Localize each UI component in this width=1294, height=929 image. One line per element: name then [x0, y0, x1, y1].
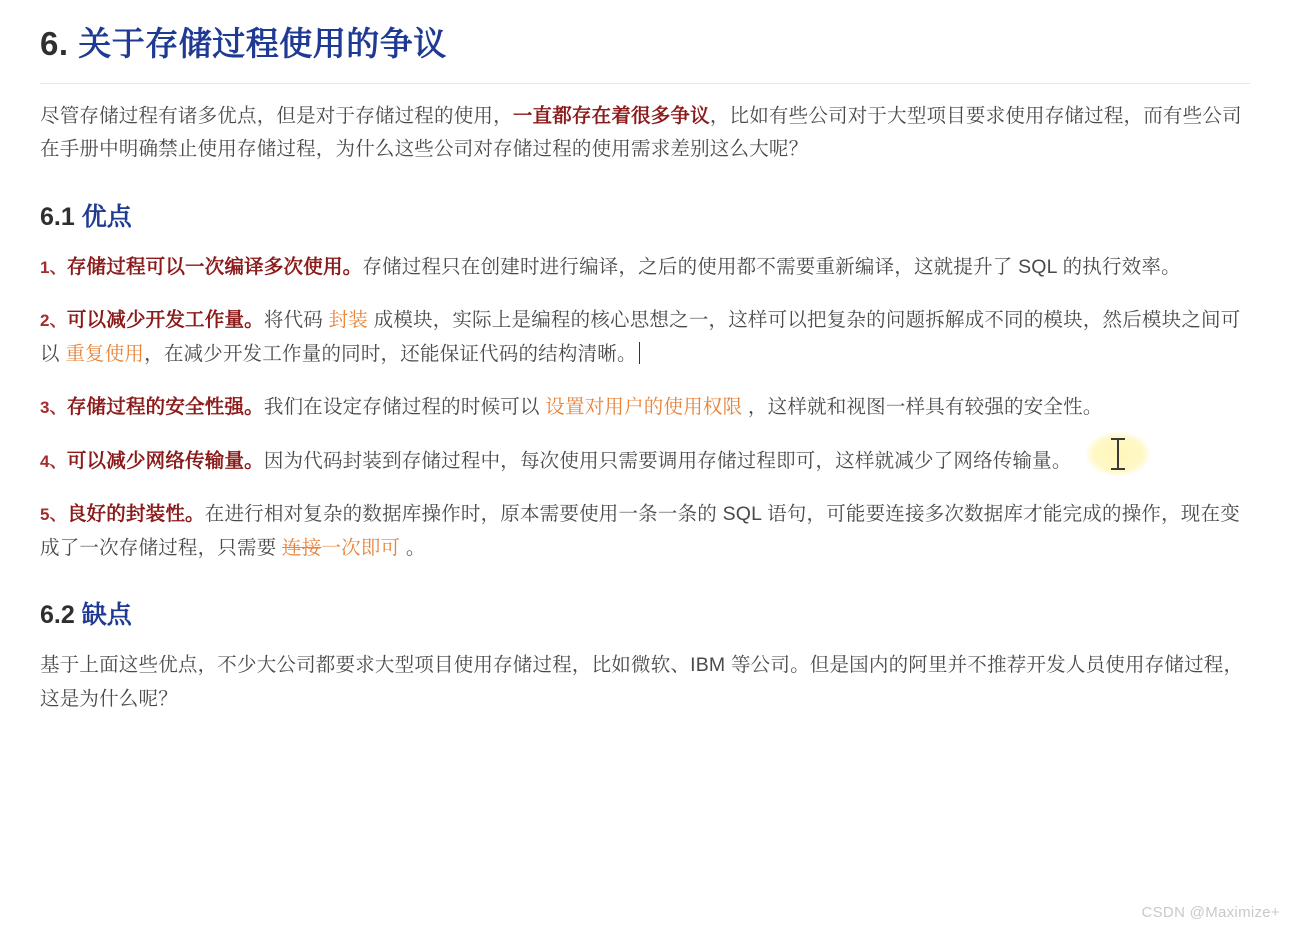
section-advantages-number: 6.1 — [40, 202, 75, 231]
watermark: CSDN @Maximize+ — [1141, 904, 1280, 921]
list-item — [40, 251, 1250, 285]
list-item — [40, 498, 1250, 565]
item-body-a: 我们在设定存储过程的时候可以 — [263, 396, 546, 419]
list-item — [40, 304, 1250, 371]
item-lead: 可以减少开发工作量。 — [66, 309, 264, 332]
item-index: 4、 — [40, 451, 67, 471]
item-body-b: ，这样就和视图一样具有较强的安全性。 — [742, 396, 1103, 419]
item-highlight-b: 重复使用 — [65, 342, 145, 365]
page-title-number: 6. — [40, 25, 69, 62]
page-title-text: 关于存储过程使用的争议 — [78, 25, 447, 62]
item-lead: 良好的封装性。 — [66, 503, 205, 526]
item-index: 2、 — [40, 311, 67, 331]
section-disadvantages-title: 缺点 — [81, 601, 132, 630]
section-disadvantages-number: 6.2 — [40, 601, 75, 630]
item-body: 因为代码封装到存储过程中，每次使用只需要调用存储过程即可，这样就减少了网络传输量。 — [263, 449, 1072, 472]
item-index: 5、 — [40, 505, 67, 525]
intro-part2: ，比如有些公司对于大型项目要求使用存储过程，而有些公司在手册中明确禁止使用存储过程，为什么这些公司对存储过程的使用需求差别这么大呢？ — [40, 104, 1242, 161]
page-title — [40, 22, 1250, 84]
disadvantages-paragraph: 基于上面这些优点，不少大公司都要求大型项目使用存储过程，比如微软、IBM 等公司。但是国内的阿里并不推荐开发人员使用存储过程，这是为什么呢？ — [40, 654, 1244, 710]
section-advantages-title: 优点 — [81, 202, 132, 231]
section-heading-advantages — [40, 197, 1250, 233]
item-highlight-a: 连接 — [282, 536, 322, 559]
item-highlight-a: 设置对用户的使用权限 — [545, 396, 743, 419]
item-body-c: ，在减少开发工作量的同时，还能保证代码的结构清晰。 — [144, 342, 637, 365]
item-highlight-b: 一次即可 — [321, 536, 401, 559]
item-highlight-a: 封装 — [328, 309, 368, 332]
item-body: 存储过程只在创建时进行编译，之后的使用都不需要重新编译，这就提升了 SQL 的执行效率。 — [362, 255, 1181, 278]
intro-emphasis: 一直都存在着很多争议 — [512, 104, 710, 127]
intro-part1: 尽管存储过程有诸多优点，但是对于存储过程的使用， — [40, 104, 513, 127]
item-body-b: 。 — [400, 536, 426, 559]
text-caret — [639, 342, 640, 364]
list-item — [40, 445, 1250, 479]
item-lead: 存储过程的安全性强。 — [66, 396, 264, 419]
item-body-b: 成模块，实际上是编程的核心思想之一，这样可以把复杂的问题拆解成不同的模块，然后模块之间可以 — [40, 309, 1241, 365]
item-body-a: 在进行相对复杂的数据库操作时，原本需要使用一条一条的 SQL 语句，可能要连接多次数据库才能完成的操作，现在变成了一次存储过程，只需要 — [40, 503, 1240, 559]
item-index: 1、 — [40, 257, 67, 277]
intro-paragraph — [40, 100, 1250, 167]
section-heading-disadvantages — [40, 595, 1250, 631]
item-lead: 可以减少网络传输量。 — [66, 449, 264, 472]
list-item — [40, 391, 1250, 425]
item-lead: 存储过程可以一次编译多次使用。 — [66, 255, 363, 278]
item-body-a: 将代码 — [263, 309, 329, 332]
item-index: 3、 — [40, 398, 67, 418]
